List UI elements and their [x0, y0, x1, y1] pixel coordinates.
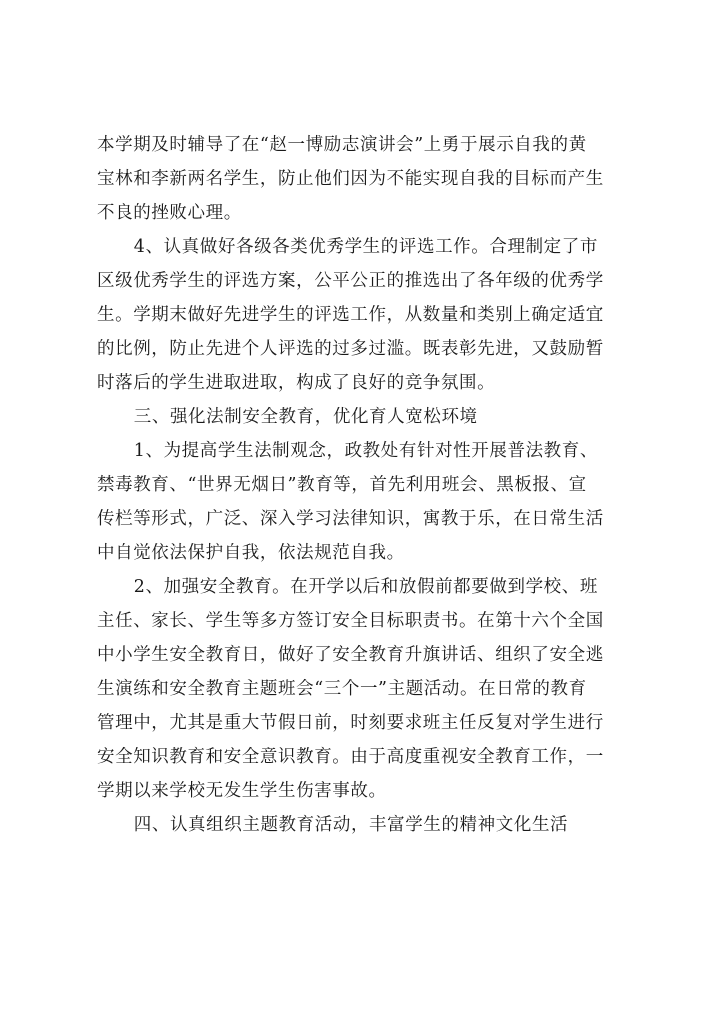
section-heading-3 — [97, 400, 637, 434]
heading-text: 三、强化法制安全教育，优化育人宽松环境 — [133, 407, 478, 427]
text-line: 4、认真做好各级各类优秀学生的评选工作。合理制定了市 — [133, 237, 598, 257]
text-line: 本学期及时辅导了在“赵一博励志演讲会”上勇于展示自我的黄 — [97, 135, 587, 155]
text-line: 中小学生安全教育日，做好了安全教育升旗讲话、组织了安全逃 — [97, 645, 604, 665]
paragraph-item-2 — [97, 570, 637, 808]
text-line: 中自觉依法保护自我，依法规范自我。 — [97, 543, 405, 563]
text-line: 传栏等形式，广泛、深入学习法律知识，寓教于乐，在日常生活 — [97, 509, 604, 529]
text-line: 生演练和安全教育主题班会“三个一”主题活动。在日常的教育 — [97, 679, 587, 699]
text-line: 学期以来学校无发生学生伤害事故。 — [97, 781, 387, 801]
text-line: 管理中，尤其是重大节假日前，时刻要求班主任反复对学生进行 — [97, 713, 604, 733]
text-line: 不良的挫败心理。 — [97, 203, 242, 223]
text-line: 生。学期末做好先进学生的评选工作，从数量和类别上确定适宜 — [97, 305, 604, 325]
section-heading-4 — [97, 808, 637, 842]
text-line: 1、为提高学生法制观念，政教处有针对性开展普法教育、 — [133, 441, 598, 461]
text-line: 区级优秀学生的评选方案，公平公正的推选出了各年级的优秀学 — [97, 271, 604, 291]
heading-text: 四、认真组织主题教育活动，丰富学生的精神文化生活 — [133, 815, 569, 835]
text-line: 宝林和李新两名学生，防止他们因为不能实现自我的目标而产生 — [97, 169, 604, 189]
text-line: 时落后的学生进取进取，构成了良好的竞争氛围。 — [97, 373, 496, 393]
text-line: 禁毒教育、“世界无烟日”教育等，首先利用班会、黑板报、宣 — [97, 475, 587, 495]
text-line: 2、加强安全教育。在开学以后和放假前都要做到学校、班 — [133, 577, 598, 597]
text-line: 的比例，防止先进个人评选的过多过滥。既表彰先进，又鼓励暂 — [97, 339, 604, 359]
paragraph-continuation — [97, 128, 637, 230]
text-line: 安全知识教育和安全意识教育。由于高度重视安全教育工作，一 — [97, 747, 604, 767]
paragraph-item-1 — [97, 434, 637, 570]
document-body — [97, 128, 637, 842]
paragraph-item-4 — [97, 230, 637, 400]
text-line: 主任、家长、学生等多方签订安全目标职责书。在第十六个全国 — [97, 611, 604, 631]
